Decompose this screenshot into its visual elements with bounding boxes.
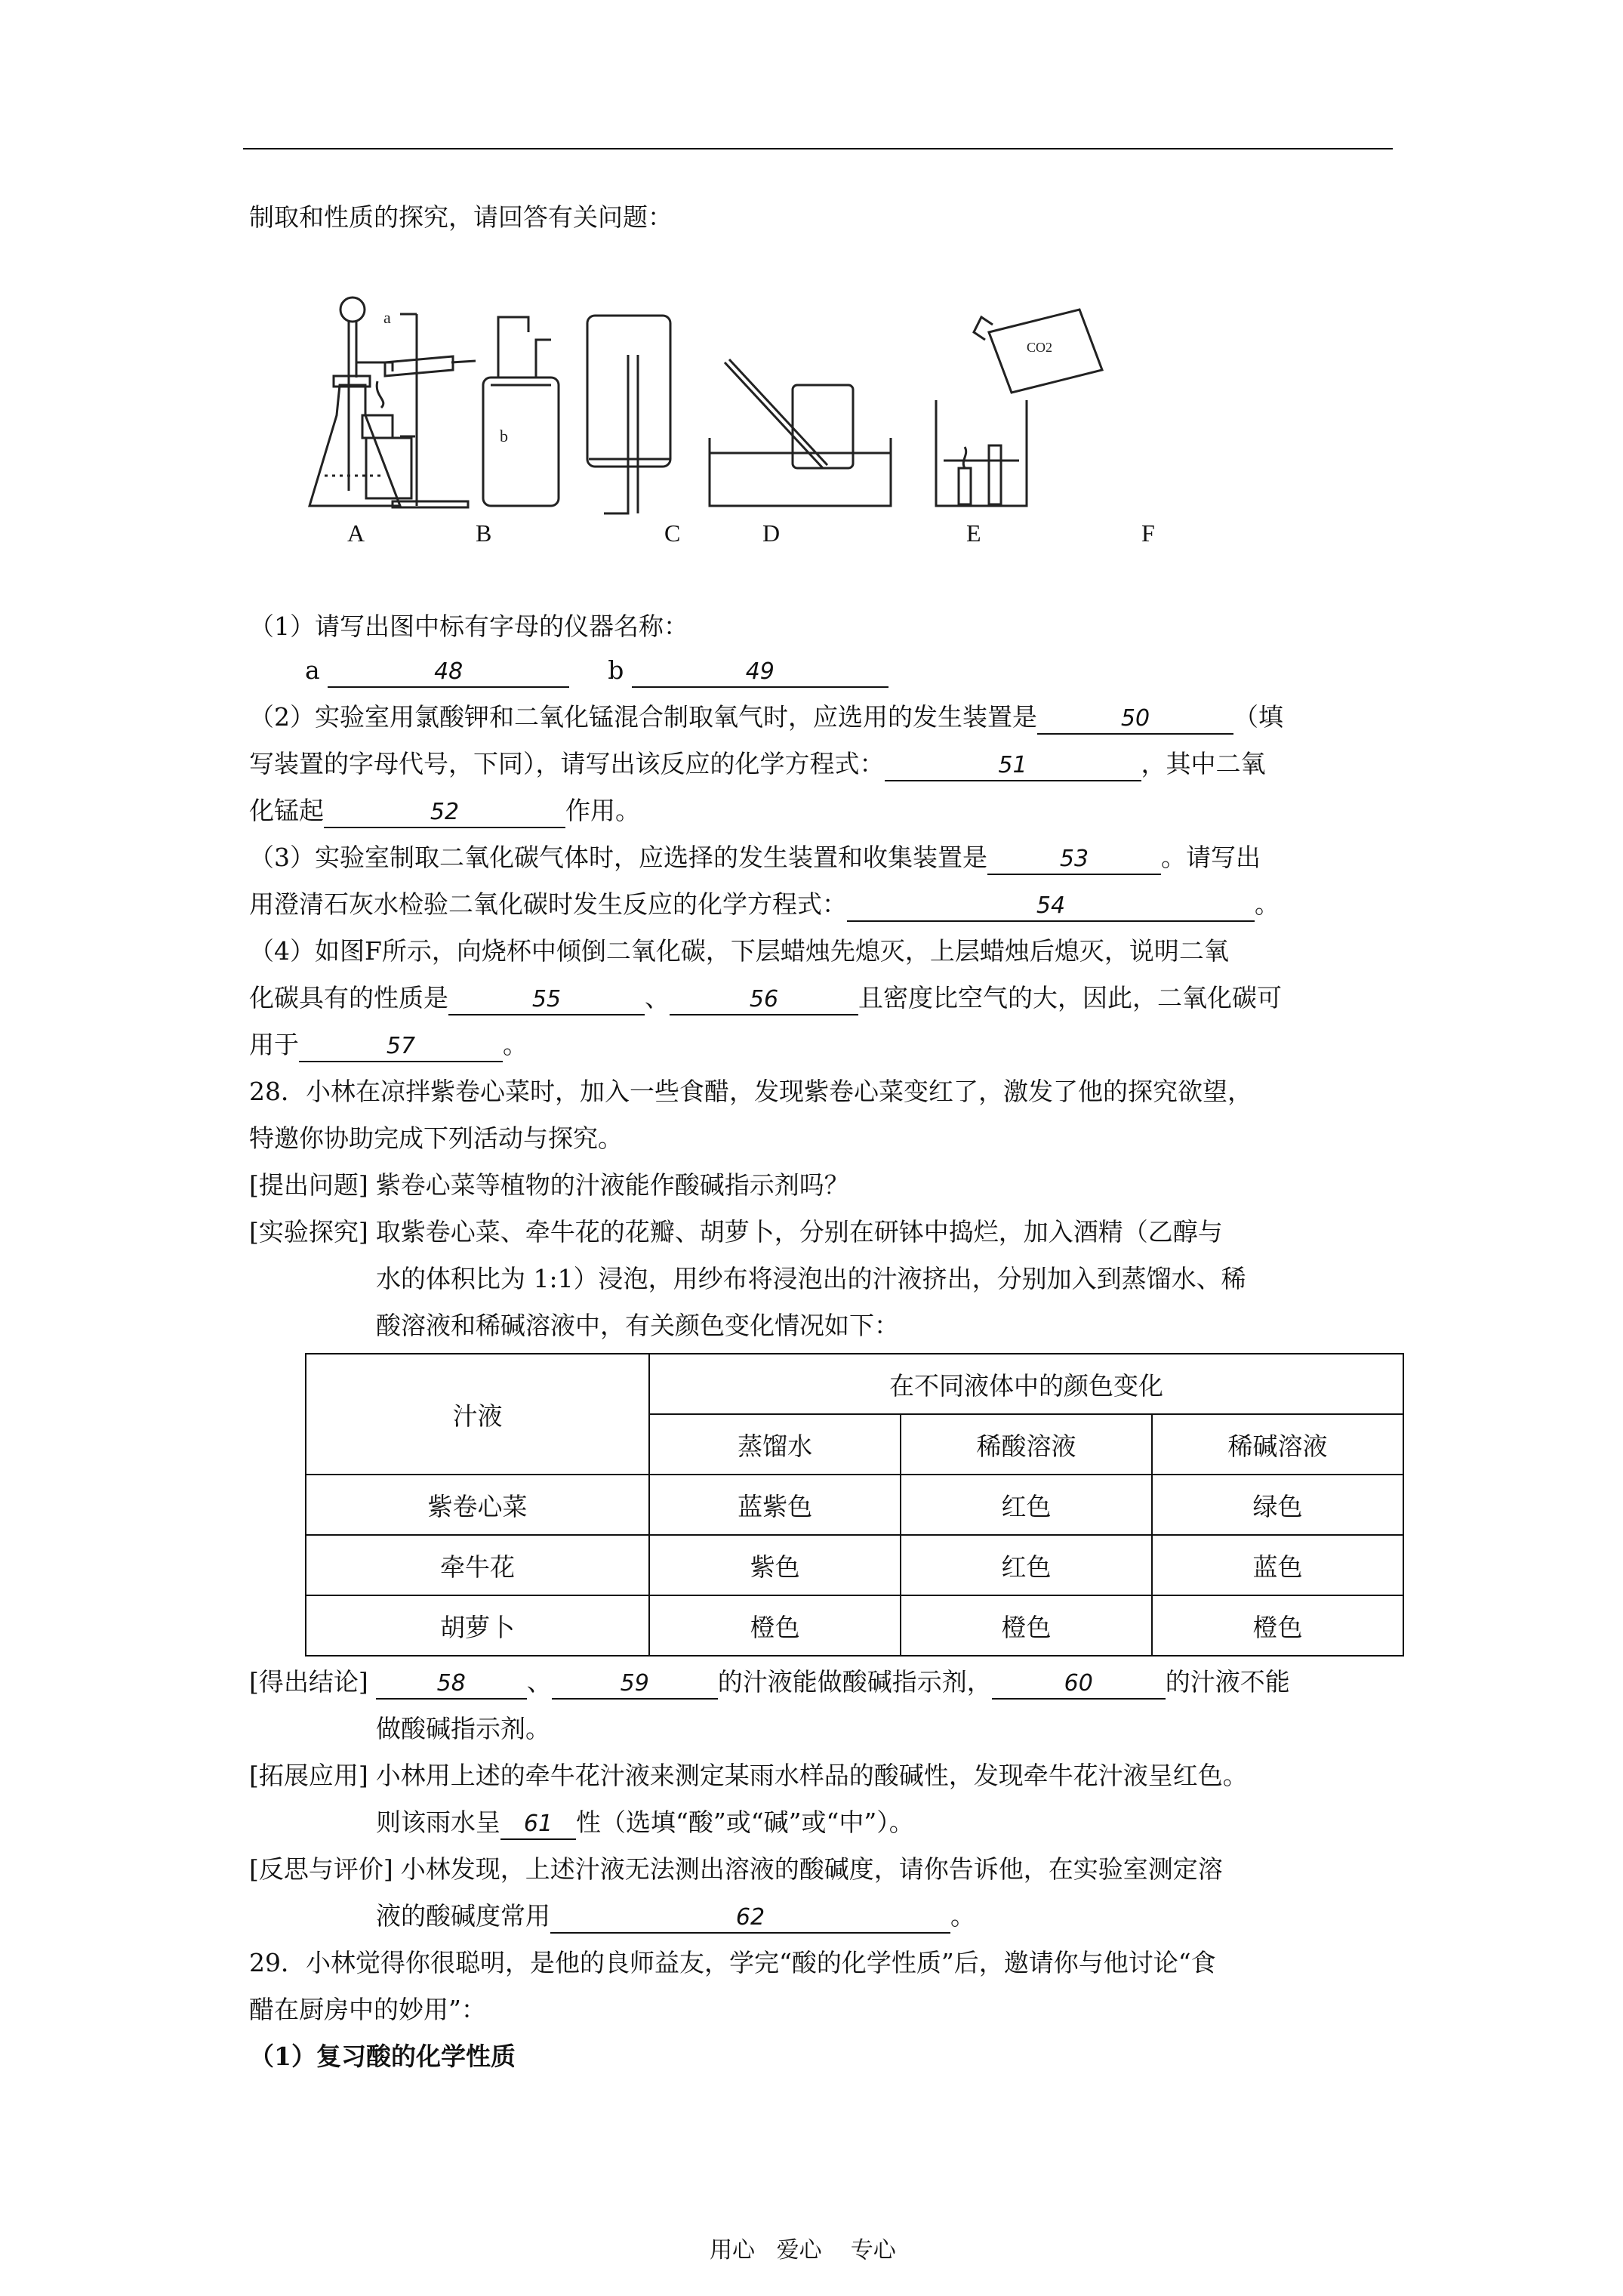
q28-conclusion: [得出结论] 58 、 59 的汁液能做酸碱指示剂， 60 的汁液不能 xyxy=(249,1666,1290,1700)
q4-line-2: 化碳具有的性质是 55 、 56 且密度比空气的大，因此，二氧化碳可 xyxy=(249,982,1282,1015)
figure-label-c: C xyxy=(664,519,681,547)
q1-b-label: b xyxy=(608,655,624,685)
header-dilute-base: 稀碱溶液 xyxy=(1152,1414,1403,1475)
annotation-co2: CO2 xyxy=(1027,340,1053,355)
q4-line-1: （4）如图F所示，向烧杯中倾倒二氧化碳，下层蜡烛先熄灭，上层蜡烛后熄灭，说明二氧 xyxy=(249,936,1229,966)
q3-line-1: （3）实验室制取二氧化碳气体时，应选择的发生装置和收集装置是 53 。请写出 xyxy=(249,841,1261,875)
table-cell: 橙色 xyxy=(901,1595,1152,1656)
apparatus-f xyxy=(936,310,1102,506)
figure-label-f: F xyxy=(1141,519,1155,547)
answer-blank-57[interactable]: 57 xyxy=(299,1032,503,1062)
table-cell: 蓝色 xyxy=(1152,1535,1403,1595)
q2-line-3: 化锰起 52 作用。 xyxy=(249,794,640,828)
answer-blank-51[interactable]: 51 xyxy=(885,751,1141,781)
header-rule xyxy=(243,148,1393,149)
q28-reflection-2: 液的酸碱度常用 62 。 xyxy=(376,1900,975,1934)
q28-extension-2: 则该雨水呈 61 性（选填“酸”或“碱”或“中”）。 xyxy=(376,1806,914,1840)
q1-text: （1）请写出图中标有字母的仪器名称： xyxy=(249,612,688,641)
answer-blank-58[interactable]: 58 xyxy=(376,1669,527,1700)
apparatus-b xyxy=(362,314,476,507)
table-cell: 红色 xyxy=(901,1475,1152,1535)
header-juice: 汁液 xyxy=(306,1354,649,1475)
row-name: 紫卷心菜 xyxy=(306,1475,649,1535)
q28-exp-1: [实验探究] 取紫卷心菜、牵牛花的花瓣、胡萝卜，分别在研钵中捣烂，加入酒精（乙醇与 xyxy=(249,1217,1223,1247)
apparatus-figure xyxy=(302,287,1359,559)
header-color-change: 在不同液体中的颜色变化 xyxy=(649,1354,1403,1414)
q28-conclusion-2: 做酸碱指示剂。 xyxy=(376,1714,550,1743)
q28-line-2: 特邀你协助完成下列活动与探究。 xyxy=(249,1123,623,1153)
apparatus-a xyxy=(310,297,400,506)
answer-blank-55[interactable]: 55 xyxy=(448,985,645,1015)
answer-blank-61[interactable]: 61 xyxy=(500,1810,576,1840)
answer-blank-59[interactable]: 59 xyxy=(552,1669,718,1700)
figure-label-a: A xyxy=(347,519,365,547)
q28-line-1: 28．小林在凉拌紫卷心菜时，加入一些食醋，发现紫卷心菜变红了，激发了他的探究欲望， xyxy=(249,1077,1252,1106)
table-row xyxy=(306,1475,1403,1535)
q28-ask: [提出问题] 紫卷心菜等植物的汁液能作酸碱指示剂吗？ xyxy=(249,1170,849,1200)
table-row xyxy=(306,1595,1403,1656)
q28-extension-1: [拓展应用] 小林用上述的牵牛花汁液来测定某雨水样品的酸碱性，发现牵牛花汁液呈红色。 xyxy=(249,1761,1248,1790)
table-cell: 橙色 xyxy=(1152,1595,1403,1656)
row-name: 牵牛花 xyxy=(306,1535,649,1595)
answer-blank-50[interactable]: 50 xyxy=(1037,704,1233,735)
table-cell: 紫色 xyxy=(649,1535,901,1595)
answer-blank-53[interactable]: 53 xyxy=(987,845,1161,875)
q3-line-2: 用澄清石灰水检验二氧化碳时发生反应的化学方程式： 54 。 xyxy=(249,888,1280,922)
q2-line-2: 写装置的字母代号，下同），请写出该反应的化学方程式： 51 ，其中二氧 xyxy=(249,747,1266,781)
q29-line-3: （1）复习酸的化学性质 xyxy=(249,2042,516,2071)
q4-line-3: 用于 57 。 xyxy=(249,1028,528,1062)
header-distilled-water: 蒸馏水 xyxy=(649,1414,901,1475)
page-footer: 用心 爱心 专心 xyxy=(710,2237,896,2264)
figure-label-e: E xyxy=(966,519,981,547)
table-row xyxy=(306,1535,1403,1595)
table-cell: 橙色 xyxy=(649,1595,901,1656)
apparatus-c xyxy=(483,317,559,506)
answer-blank-60[interactable]: 60 xyxy=(992,1669,1166,1700)
header-dilute-acid: 稀酸溶液 xyxy=(901,1414,1152,1475)
q1-answers xyxy=(305,654,888,688)
answer-blank-56[interactable]: 56 xyxy=(670,985,858,1015)
q1-a-label: a xyxy=(305,655,320,685)
table-cell: 蓝紫色 xyxy=(649,1475,901,1535)
answer-blank-49[interactable]: 49 xyxy=(632,658,888,688)
answer-blank-54[interactable]: 54 xyxy=(847,892,1255,922)
annotation-a: a xyxy=(383,308,391,327)
q2-line-1: （2）实验室用氯酸钾和二氧化锰混合制取氧气时，应选用的发生装置是 50 （填 xyxy=(249,701,1283,735)
figure-label-b: B xyxy=(476,519,492,547)
q29-line-1: 29．小林觉得你很聪明，是他的良师益友，学完“酸的化学性质”后，邀请你与他讨论“食 xyxy=(249,1948,1216,1977)
answer-blank-52[interactable]: 52 xyxy=(324,798,565,828)
table-cell: 红色 xyxy=(901,1535,1152,1595)
annotation-b: b xyxy=(500,427,508,445)
q28-reflection-1: [反思与评价] 小林发现，上述汁液无法测出溶液的酸碱度，请你告诉他，在实验室测定溶 xyxy=(249,1854,1223,1884)
answer-blank-62[interactable]: 62 xyxy=(550,1903,950,1934)
apparatus-e xyxy=(710,359,891,506)
row-name: 胡萝卜 xyxy=(306,1595,649,1656)
table-cell: 绿色 xyxy=(1152,1475,1403,1535)
color-change-table xyxy=(305,1353,1404,1657)
intro-text: 制取和性质的探究，请回答有关问题： xyxy=(249,202,673,232)
apparatus-d xyxy=(587,316,670,513)
q28-exp-2: 水的体积比为 1:1）浸泡，用纱布将浸泡出的汁液挤出，分别加入到蒸馏水、稀 xyxy=(376,1264,1246,1293)
answer-blank-48[interactable]: 48 xyxy=(328,658,569,688)
q29-line-2: 醋在厨房中的妙用”： xyxy=(249,1995,486,2024)
q28-exp-3: 酸溶液和稀碱溶液中，有关颜色变化情况如下： xyxy=(376,1311,899,1340)
figure-label-d: D xyxy=(762,519,781,547)
